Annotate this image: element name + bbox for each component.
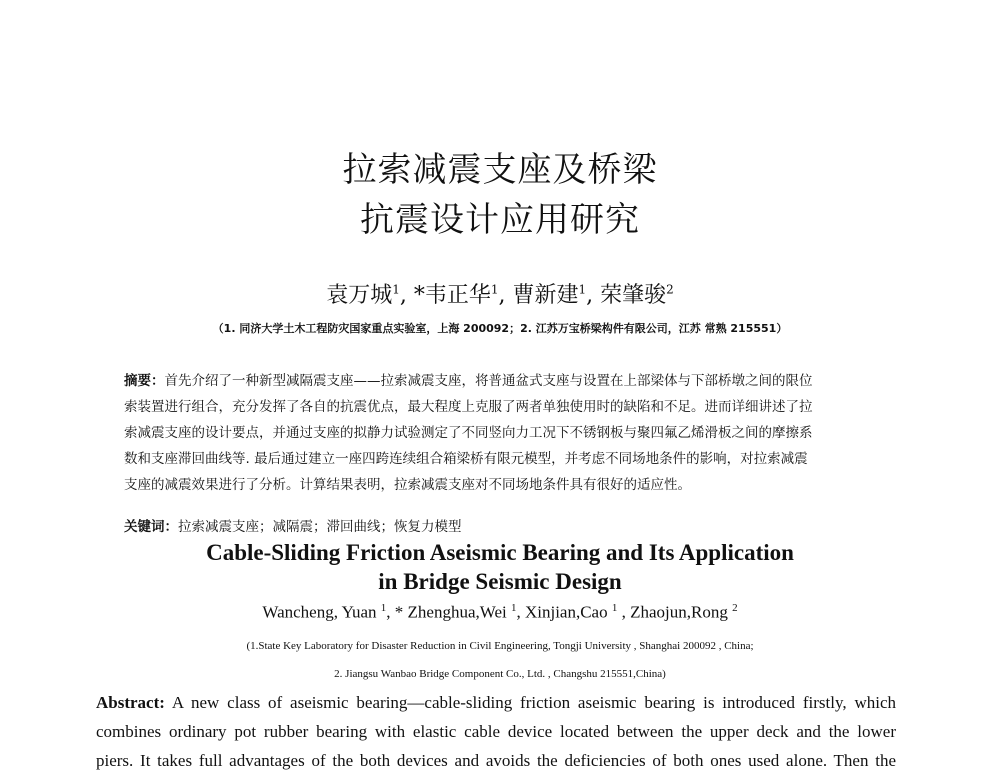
- abstract-line: 索装置进行组合，充分发挥了各自的抗震优点，最大程度上克服了两者单独使用时的缺陷和不足。进而详细讲述了拉: [124, 399, 813, 415]
- author-affil-mark: 2: [732, 602, 738, 614]
- english-affiliation-line-1: (1.State Key Laboratory for Disaster Reduction in Civil Engineering, Tongji University , Shanghai 200092 , China;: [246, 640, 754, 652]
- chinese-keywords: [124, 515, 894, 535]
- abstract-line: [96, 688, 896, 717]
- author-name: 曹新建: [512, 283, 579, 308]
- english-affiliation-line-2: 2. Jiangsu Wanbao Bridge Component Co., Ltd. , Changshu 215551,China): [334, 668, 666, 680]
- author-separator: ,: [516, 602, 525, 622]
- author-affil-mark: 1: [578, 282, 587, 297]
- author-affil-mark: 1: [392, 282, 400, 297]
- english-abstract: [96, 688, 896, 775]
- author-separator: ,: [498, 283, 513, 308]
- chinese-title-line-1: 拉索减震支座及桥梁: [342, 150, 658, 190]
- english-title-line-1: Cable-Sliding Friction Aseismic Bearing and Its Application: [206, 540, 794, 565]
- keywords-text: 拉索减震支座；减隔震；滞回曲线；恢复力模型: [178, 519, 462, 535]
- author-separator: ,: [386, 602, 395, 622]
- author-name: Zhaojun,Rong: [630, 602, 733, 622]
- chinese-title-line-2: 抗震设计应用研究: [360, 200, 640, 240]
- author-name: *韦正华: [413, 283, 491, 308]
- author-affil-mark: 1: [490, 282, 499, 297]
- author-name: 荣肇骏: [600, 283, 667, 308]
- abstract-line: piers. It takes full advantages of the both devices and avoids the deficiencies of both ones used alone. Then the: [96, 751, 896, 770]
- author-name: * Zhenghua,Wei: [394, 602, 511, 622]
- abstract-label: Abstract:: [96, 693, 165, 712]
- abstract-label: 摘要：: [124, 373, 165, 389]
- abstract-line: [124, 368, 894, 394]
- author-affil-mark: 2: [666, 282, 674, 297]
- author-affil-mark: 1: [510, 602, 517, 614]
- chinese-abstract: [124, 368, 894, 498]
- abstract-line: 支座的减震效果进行了分析。计算结果表明，拉索减震支座对不同场地条件具有很好的适应性。: [124, 477, 691, 493]
- abstract-text: 首先介绍了一种新型减隔震支座——拉索减震支座，将普通盆式支座与设置在上部梁体与下部桥墩之间的限位: [164, 373, 813, 389]
- abstract-text: A new class of aseismic bearing—cable-sliding friction aseismic bearing is introduced firstly, which: [164, 693, 896, 712]
- abstract-line: 数和支座滞回曲线等. 最后通过建立一座四跨连续组合箱梁桥有限元模型，并考虑不同场地条件的影响，对拉索减震: [124, 451, 808, 467]
- author-affil-mark: 1: [611, 602, 618, 614]
- author-name: Wancheng, Yuan: [262, 602, 381, 622]
- author-separator: ,: [399, 283, 414, 308]
- author-name: Xinjian,Cao: [524, 602, 612, 622]
- abstract-line: 索减震支座的设计要点，并通过支座的拟静力试验测定了不同竖向力工况下不锈钢板与聚四氟乙烯滑板之间的摩擦系: [124, 425, 813, 441]
- abstract-line: combines ordinary pot rubber bearing with elastic cable device located between the upper deck and the lower: [96, 722, 896, 741]
- author-separator: ,: [586, 283, 601, 308]
- english-title-line-2: in Bridge Seismic Design: [378, 569, 622, 594]
- author-name: 袁万城: [326, 283, 393, 308]
- chinese-authors: [0, 278, 1000, 309]
- author-affil-mark: 1: [380, 602, 387, 614]
- keywords-label: 关键词：: [124, 519, 178, 535]
- english-authors: [0, 602, 1000, 623]
- chinese-affiliation: （1. 同济大学土木工程防灾国家重点实验室，上海 200092；2. 江苏万宝桥梁构件有限公司，江苏 常熟 215551）: [212, 322, 788, 335]
- author-separator: ,: [617, 602, 631, 622]
